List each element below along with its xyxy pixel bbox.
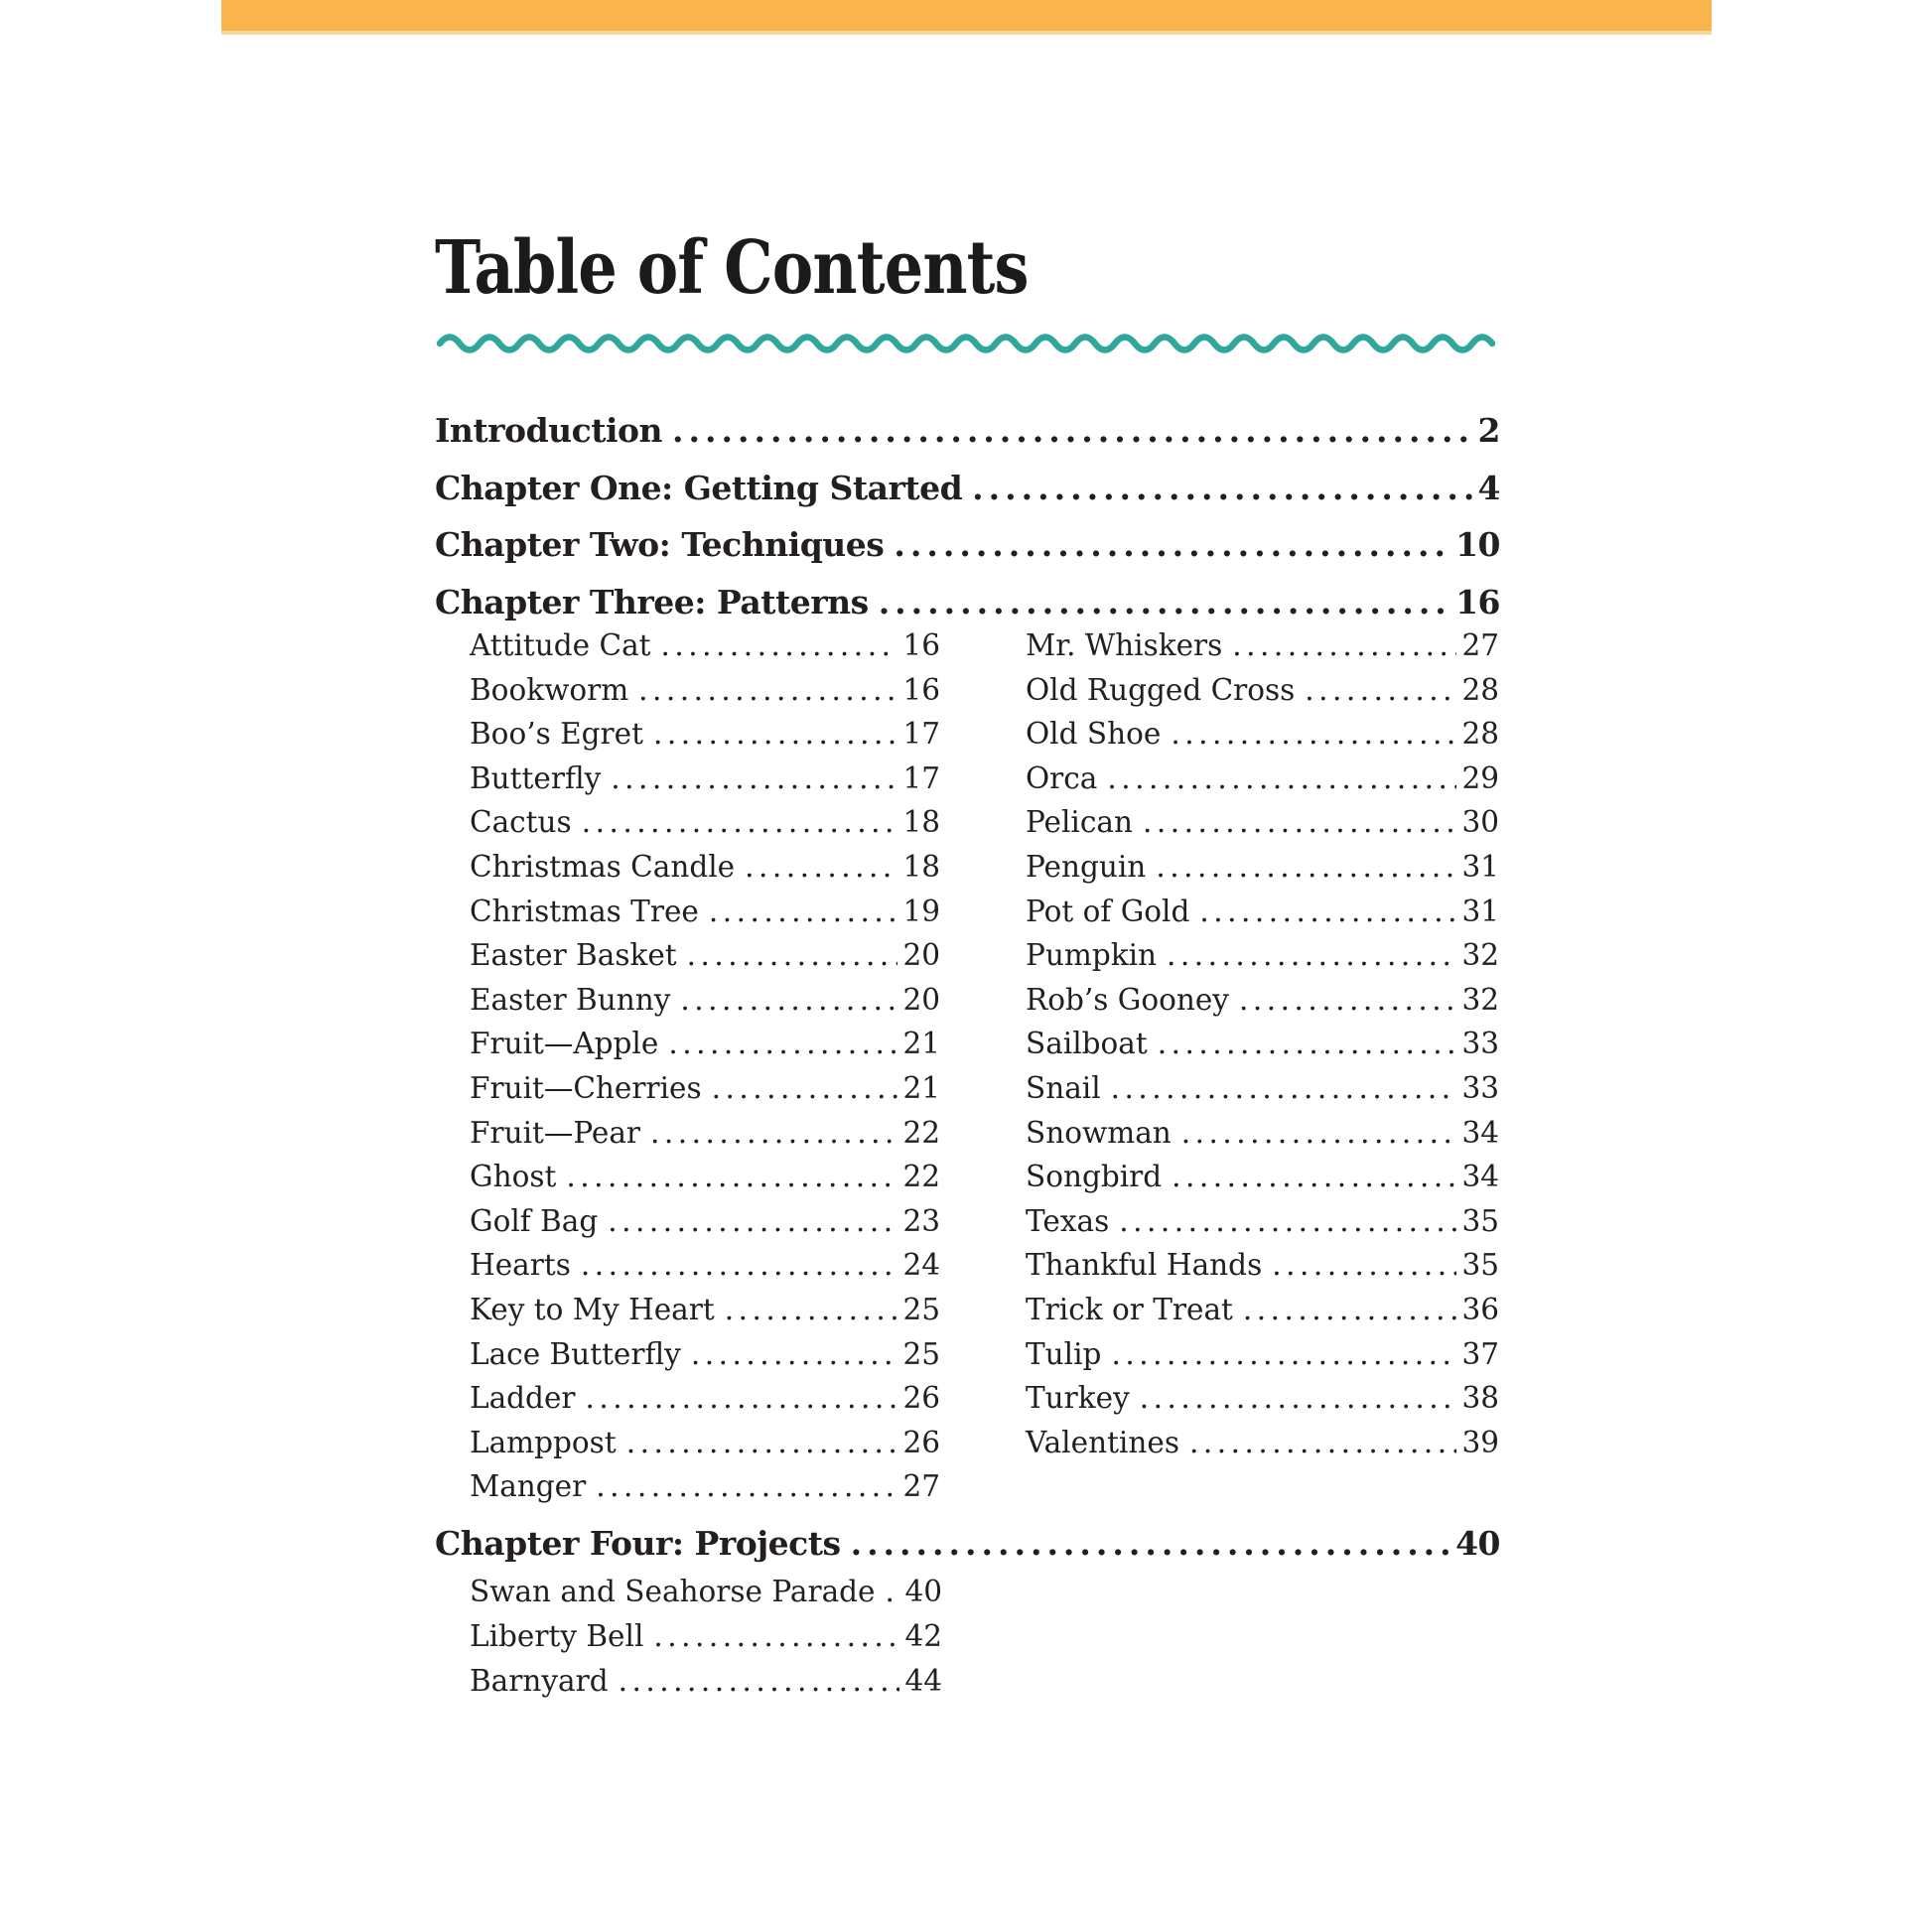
toc-leader-dots [653, 712, 898, 757]
toc-entry-label: Lamppost [470, 1425, 617, 1459]
toc-entry-snowman [1026, 1111, 1499, 1156]
toc-leader-dots [1158, 1022, 1457, 1066]
toc-entry-introduction [435, 402, 1500, 460]
toc-leader-dots [886, 1570, 900, 1614]
toc-entry-page: 17 [902, 717, 940, 752]
toc-leader-dots [851, 1519, 1450, 1569]
toc-entry-label: Orca [1026, 760, 1098, 795]
toc-leader-dots [725, 1288, 898, 1332]
toc-leader-dots [608, 1199, 897, 1244]
toc-entry-key-to-my-heart [470, 1288, 940, 1332]
toc-entry-page: 26 [902, 1381, 940, 1416]
toc-entry-label: Thankful Hands [1026, 1248, 1263, 1283]
toc-entry-label: Ghost [470, 1160, 557, 1194]
toc-entry-label: Barnyard [470, 1664, 609, 1699]
toc-entry-label: Tulip [1026, 1336, 1102, 1371]
patterns-column-left [470, 623, 940, 1509]
toc-entry-page: 37 [1461, 1336, 1499, 1371]
toc-entry-page: 19 [902, 894, 940, 928]
toc-entry-label: Songbird [1026, 1160, 1163, 1194]
toc-entry-page: 26 [902, 1425, 940, 1459]
toc-leader-dots [1143, 800, 1456, 845]
toc-entry-label: Easter Basket [470, 938, 677, 973]
toc-entry-label: Introduction [435, 411, 663, 450]
toc-entry-label: Chapter Two: Techniques [435, 525, 885, 565]
toc-main-list [435, 402, 1500, 630]
toc-entry-easter-basket [470, 933, 940, 978]
toc-entry-label: Liberty Bell [470, 1619, 644, 1654]
toc-entry-thankful-hands [1026, 1243, 1499, 1288]
toc-entry-page: 32 [1461, 938, 1499, 973]
toc-entry-label: Lace Butterfly [470, 1336, 681, 1371]
toc-entry-page: 27 [902, 1469, 940, 1504]
toc-entry-robs-gooney [1026, 978, 1499, 1023]
toc-entry-valentines [1026, 1421, 1499, 1465]
toc-entry-label: Attitude Cat [470, 628, 651, 662]
toc-entry-page: 22 [902, 1115, 940, 1150]
toc-entry-sailboat [1026, 1022, 1499, 1066]
toc-entry-fruit-apple [470, 1022, 940, 1066]
toc-entry-snail [1026, 1066, 1499, 1111]
toc-entry-pumpkin [1026, 933, 1499, 978]
toc-leader-dots [626, 1421, 898, 1465]
toc-entry-label: Chapter Three: Patterns [435, 582, 869, 621]
toc-leader-dots [1171, 712, 1456, 757]
toc-entry-lamppost [470, 1421, 940, 1465]
toc-entry-page: 44 [904, 1664, 942, 1699]
toc-leader-dots [1239, 978, 1456, 1023]
toc-leader-dots [680, 978, 897, 1023]
toc-entry-label: Chapter Four: Projects [435, 1524, 841, 1563]
toc-entry-page: 16 [902, 628, 940, 662]
toc-entry-label: Old Shoe [1026, 717, 1162, 752]
toc-leader-dots [638, 668, 897, 713]
toc-entry-page: 35 [1461, 1248, 1499, 1283]
toc-entry-cactus [470, 800, 940, 845]
wave-divider-path [440, 338, 1492, 350]
toc-leader-dots [668, 1022, 897, 1066]
toc-entry-page: 31 [1461, 894, 1499, 928]
toc-entry-page: 40 [904, 1575, 942, 1608]
toc-entry-label: Valentines [1026, 1425, 1179, 1459]
toc-entry-page: 16 [902, 672, 940, 707]
toc-leader-dots [1272, 1243, 1456, 1288]
toc-leader-dots [687, 933, 898, 978]
toc-entry-chapter-two [435, 516, 1500, 574]
toc-leader-dots [1181, 1111, 1457, 1156]
toc-entry-page: 34 [1461, 1115, 1499, 1150]
toc-entry-label: Turkey [1026, 1381, 1130, 1416]
toc-entry-attitude-cat [470, 623, 940, 668]
toc-entry-page: 36 [1461, 1292, 1499, 1326]
toc-leader-dots [586, 1376, 898, 1421]
toc-entry-bookworm [470, 668, 940, 713]
toc-leader-dots [1172, 1155, 1456, 1199]
toc-leader-dots [1167, 933, 1456, 978]
toc-entry-label: Boo’s Egret [470, 717, 643, 752]
toc-entry-page: 10 [1455, 525, 1500, 565]
toc-leader-dots [745, 845, 897, 890]
toc-leader-dots [1119, 1199, 1456, 1244]
toc-chapter-four [435, 1519, 1500, 1569]
toc-entry-page: 38 [1461, 1381, 1499, 1416]
toc-entry-label: Manger [470, 1469, 587, 1504]
toc-entry-label: Penguin [1026, 849, 1147, 884]
toc-entry-pot-of-gold [1026, 890, 1499, 934]
toc-leader-dots [650, 1111, 897, 1156]
toc-entry-label: Sailboat [1026, 1027, 1148, 1061]
toc-entry-page: 25 [902, 1292, 940, 1326]
toc-leader-dots [1111, 1332, 1456, 1377]
toc-entry-page: 4 [1477, 468, 1500, 507]
toc-entry-tulip [1026, 1332, 1499, 1377]
toc-entry-boos-egret [470, 712, 940, 757]
toc-entry-songbird [1026, 1155, 1499, 1199]
toc-entry-label: Old Rugged Cross [1026, 672, 1296, 707]
toc-entry-label: Cactus [470, 805, 572, 840]
toc-entry-swan-and-seahorse-parade [470, 1570, 942, 1614]
toc-entry-page: 2 [1477, 411, 1500, 450]
toc-entry-page: 20 [902, 982, 940, 1017]
toc-entry-page: 23 [902, 1203, 940, 1238]
toc-entry-page: 28 [1461, 717, 1499, 752]
toc-entry-golf-bag [470, 1199, 940, 1244]
toc-entry-label: Christmas Candle [470, 849, 736, 884]
toc-leader-dots [712, 1066, 898, 1111]
toc-entry-page: 24 [902, 1248, 940, 1283]
toc-entry-page: 32 [1461, 982, 1499, 1017]
toc-entry-barnyard [470, 1659, 942, 1704]
top-accent-bar [221, 0, 1712, 35]
toc-entry-page: 21 [902, 1027, 940, 1061]
toc-leader-dots [1189, 1421, 1456, 1465]
toc-entry-label: Christmas Tree [470, 894, 699, 928]
toc-leader-dots [619, 1659, 900, 1704]
toc-entry-label: Mr. Whiskers [1026, 628, 1223, 662]
toc-leader-dots [672, 402, 1473, 460]
toc-entry-page: 33 [1461, 1070, 1499, 1105]
toc-entry-page: 29 [1461, 760, 1499, 795]
toc-entry-page: 30 [1461, 805, 1499, 840]
toc-entry-label: Butterfly [470, 760, 602, 795]
toc-entry-chapter-one [435, 460, 1500, 517]
toc-leader-dots [1111, 1066, 1457, 1111]
toc-entry-label: Pot of Gold [1026, 894, 1190, 928]
toc-entry-page: 18 [902, 849, 940, 884]
toc-leader-dots [566, 1155, 897, 1199]
toc-leader-dots [611, 757, 897, 801]
toc-entry-page: 27 [1461, 628, 1499, 662]
toc-entry-manger [470, 1464, 940, 1509]
toc-entry-label: Swan and Seahorse Parade [470, 1575, 876, 1608]
toc-leader-dots [879, 574, 1450, 631]
toc-entry-page: 17 [902, 760, 940, 795]
toc-leader-dots [1243, 1288, 1457, 1332]
toc-entry-liberty-bell [470, 1614, 942, 1659]
toc-entry-page: 20 [902, 938, 940, 973]
toc-entry-label: Fruit—Apple [470, 1027, 659, 1061]
toc-entry-page: 39 [1461, 1425, 1499, 1459]
toc-entry-christmas-candle [470, 845, 940, 890]
toc-entry-penguin [1026, 845, 1499, 890]
toc-entry-page: 22 [902, 1160, 940, 1194]
toc-entry-label: Bookworm [470, 672, 629, 707]
toc-entry-label: Fruit—Cherries [470, 1070, 702, 1105]
toc-entry-label: Easter Bunny [470, 982, 671, 1017]
toc-entry-label: Snail [1026, 1070, 1101, 1105]
toc-entry-ghost [470, 1155, 940, 1199]
toc-leader-dots [661, 623, 898, 668]
toc-entry-page: 33 [1461, 1027, 1499, 1061]
toc-entry-label: Pelican [1026, 805, 1133, 840]
toc-leader-dots [709, 890, 898, 934]
toc-entry-old-rugged-cross [1026, 668, 1499, 713]
toc-entry-page: 40 [1455, 1524, 1500, 1563]
toc-leader-dots [1232, 623, 1456, 668]
toc-leader-dots [596, 1464, 897, 1509]
wave-divider [436, 328, 1496, 357]
toc-leader-dots [972, 460, 1472, 517]
toc-entry-label: Chapter One: Getting Started [435, 468, 963, 507]
toc-entry-page: 35 [1461, 1203, 1499, 1238]
toc-entry-hearts [470, 1243, 940, 1288]
toc-leader-dots [1107, 757, 1456, 801]
toc-entry-label: Ladder [470, 1381, 576, 1416]
toc-leader-dots [1305, 668, 1456, 713]
toc-entry-page: 16 [1455, 582, 1500, 621]
toc-entry-ladder [470, 1376, 940, 1421]
toc-entry-page: 31 [1461, 849, 1499, 884]
toc-entry-butterfly [470, 757, 940, 801]
toc-entry-trick-or-treat [1026, 1288, 1499, 1332]
page-title: Table of Contents [435, 224, 1029, 311]
toc-entry-label: Rob’s Gooney [1026, 982, 1229, 1017]
toc-leader-dots [894, 516, 1450, 574]
toc-entry-label: Snowman [1026, 1115, 1172, 1150]
patterns-section [470, 623, 1499, 1509]
toc-entry-mr-whiskers [1026, 623, 1499, 668]
toc-entry-label: Trick or Treat [1026, 1292, 1233, 1326]
toc-leader-dots [1199, 890, 1456, 934]
toc-leader-dots [581, 1243, 898, 1288]
toc-entry-page: 28 [1461, 672, 1499, 707]
toc-entry-old-shoe [1026, 712, 1499, 757]
toc-entry-fruit-pear [470, 1111, 940, 1156]
toc-entry-fruit-cherries [470, 1066, 940, 1111]
toc-entry-chapter-three [435, 574, 1500, 631]
toc-leader-dots [691, 1332, 898, 1377]
patterns-column-right [1026, 623, 1499, 1509]
toc-leader-dots [582, 800, 898, 845]
toc-entry-page: 34 [1461, 1160, 1499, 1194]
toc-entry-christmas-tree [470, 890, 940, 934]
toc-entry-page: 21 [902, 1070, 940, 1105]
toc-entry-lace-butterfly [470, 1332, 940, 1377]
toc-entry-label: Golf Bag [470, 1203, 599, 1238]
toc-entry-texas [1026, 1199, 1499, 1244]
toc-entry-label: Texas [1026, 1203, 1110, 1238]
toc-entry-pelican [1026, 800, 1499, 845]
toc-entry-easter-bunny [470, 978, 940, 1023]
toc-entry-label: Pumpkin [1026, 938, 1158, 973]
toc-leader-dots [653, 1614, 899, 1659]
toc-leader-dots [1156, 845, 1456, 890]
toc-entry-chapter-four [435, 1519, 1500, 1569]
toc-entry-label: Key to My Heart [470, 1292, 715, 1326]
toc-entry-label: Hearts [470, 1248, 571, 1283]
toc-entry-turkey [1026, 1376, 1499, 1421]
toc-entry-page: 25 [902, 1336, 940, 1371]
toc-entry-label: Fruit—Pear [470, 1115, 641, 1150]
projects-section [470, 1570, 942, 1705]
toc-leader-dots [1140, 1376, 1457, 1421]
toc-entry-page: 42 [904, 1619, 942, 1654]
toc-entry-orca [1026, 757, 1499, 801]
toc-entry-page: 18 [902, 805, 940, 840]
